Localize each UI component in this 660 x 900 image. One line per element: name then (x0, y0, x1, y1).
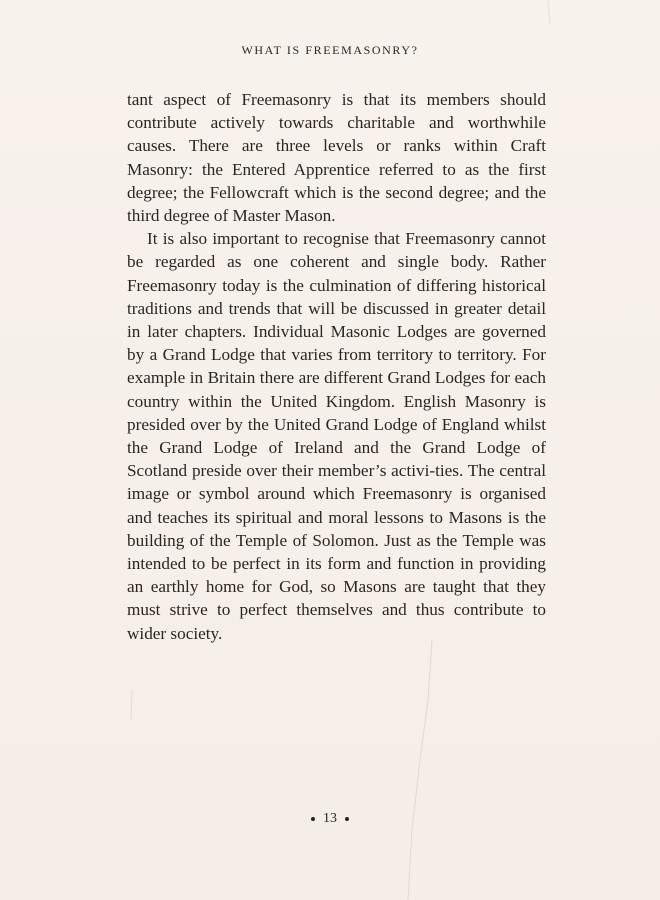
page-number-text: 13 (323, 811, 337, 826)
paragraph-1: tant aspect of Freemasonry is that its members should contribute actively towards charitable and worthwhile causes. There are three levels or ranks within Craft Masonry: the Entered Apprentice referred to as the first degree; the Fellowcraft which is the second degree; and the third degree of Master Mason. (127, 90, 546, 226)
body-text (127, 88, 546, 645)
folio-dot-right (345, 817, 349, 821)
running-head: WHAT IS FREEMASONRY? (241, 43, 419, 57)
paragraph-2: It is also important to recognise that Freemasonry cannot be regarded as one coherent and single body. Rather Freemasonry today is the culmination of differing historical traditions and trends that will be discussed in greater detail in later chapters. Individual Masonic Lodges are governed by a Grand Lodge that varies from territory to territory. For example in Britain there are different Grand Lodges for each country within the United Kingdom. English Masonry is presided over by the United Grand Lodge of England whilst the Grand Lodge of Ireland and the Grand Lodge of Scotland preside over their member’s activi-ties. The central image or symbol around which Freemasonry is organised and teaches its spiritual and moral lessons to Masons is the building of the Temple of Solomon. Just as the Temple was intended to be perfect in its form and function in providing an earthly home for God, so Masons are taught that they must strive to perfect themselves and thus contribute to wider society. (127, 229, 546, 643)
folio-dot-left (311, 817, 315, 821)
page-number (0, 811, 660, 827)
